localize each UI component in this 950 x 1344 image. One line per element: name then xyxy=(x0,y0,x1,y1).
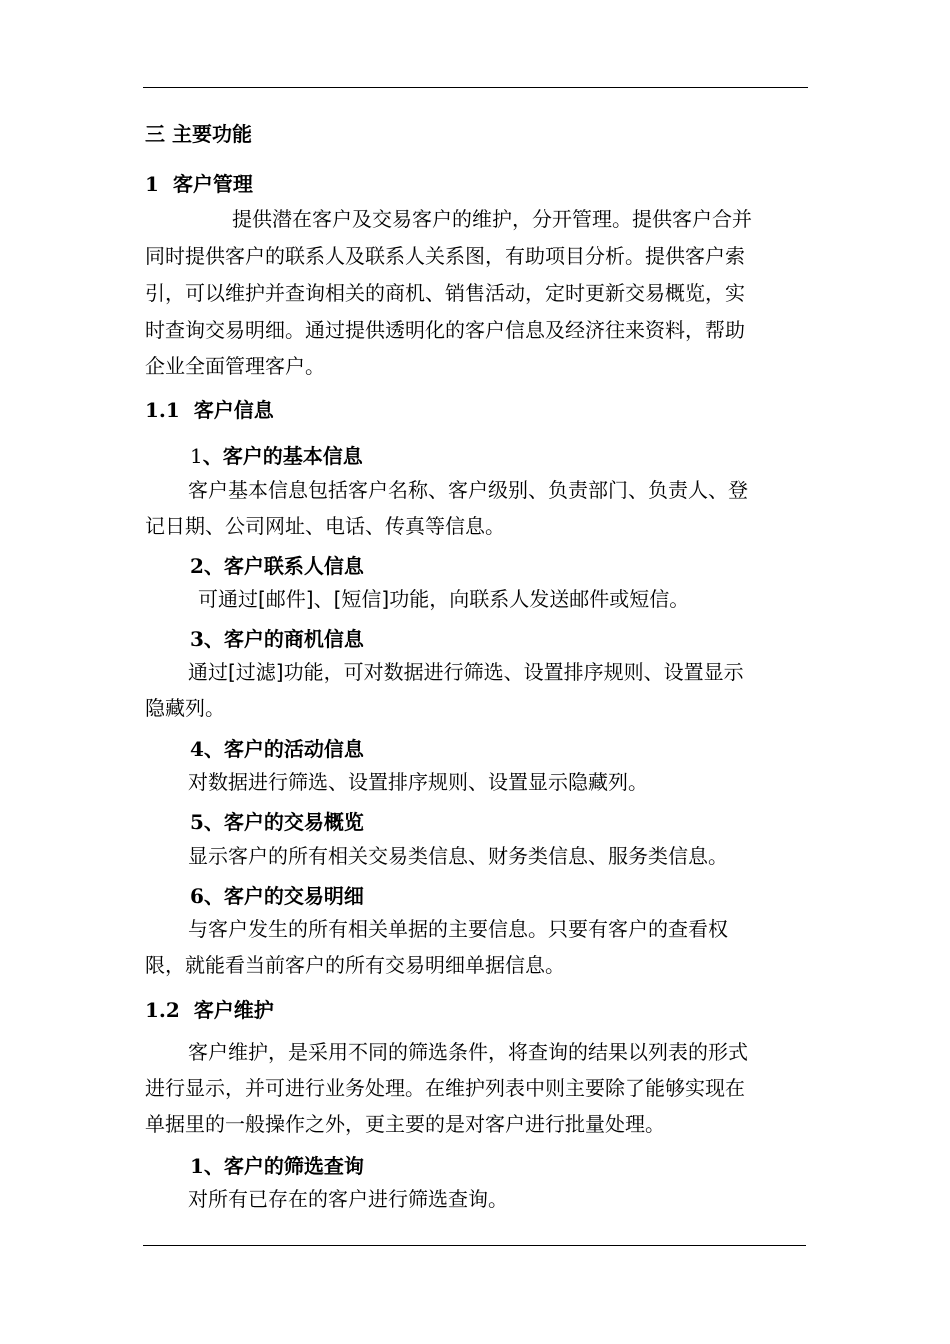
item-title: 、客户的交易明细 xyxy=(203,884,364,908)
item-title: 、客户的筛选查询 xyxy=(203,1154,364,1178)
item-title: 、客户的活动信息 xyxy=(203,737,364,761)
info-item-5-title xyxy=(190,806,364,835)
info-item-3-title xyxy=(190,623,364,652)
info-item-3-line-2: 隐藏列。 xyxy=(145,696,225,720)
item-number: 3 xyxy=(190,627,204,651)
intro-line-1: 提供潜在客户及交易客户的维护，分开管理。提供客户合并 xyxy=(232,207,752,231)
heading-customer-maintenance xyxy=(145,994,274,1023)
item-title: 、客户的商机信息 xyxy=(203,627,364,651)
info-item-5-line-1: 显示客户的所有相关交易类信息、财务类信息、服务类信息。 xyxy=(188,844,728,868)
maint-item-1-text: 对所有已存在的客户进行筛选查询。 xyxy=(188,1187,508,1211)
intro-line-5: 企业全面管理客户。 xyxy=(145,354,325,378)
info-item-6-line-1: 与客户发生的所有相关单据的主要信息。只要有客户的查看权 xyxy=(188,917,728,941)
heading-number: 1 xyxy=(145,172,159,196)
item-number: 2 xyxy=(190,554,204,578)
heading-number: 1.2 xyxy=(145,998,180,1022)
item-title: 、客户的交易概览 xyxy=(203,810,364,834)
info-item-4-line-1: 对数据进行筛选、设置排序规则、设置显示隐藏列。 xyxy=(188,770,648,794)
header-rule xyxy=(143,87,808,88)
item-number: 1 xyxy=(190,444,203,468)
item-number: 5 xyxy=(190,810,204,834)
info-item-2-line-1: 可通过[邮件]、[短信]功能，向联系人发送邮件或短信。 xyxy=(198,587,690,611)
heading-text: 客户维护 xyxy=(193,998,274,1022)
item-number: 4 xyxy=(190,737,204,761)
info-item-6-title xyxy=(190,880,364,909)
item-number: 6 xyxy=(190,884,204,908)
maint-line-1: 客户维护，是采用不同的筛选条件，将查询的结果以列表的形式 xyxy=(188,1040,748,1064)
section-title: 三 主要功能 xyxy=(145,122,252,146)
intro-line-4: 时查询交易明细。通过提供透明化的客户信息及经济往来资料，帮助 xyxy=(145,318,745,342)
intro-line-2: 同时提供客户的联系人及联系人关系图，有助项目分析。提供客户索 xyxy=(145,244,745,268)
info-item-1-title xyxy=(190,440,363,469)
item-title: 、客户的基本信息 xyxy=(202,444,363,468)
info-item-1-line-2: 记日期、公司网址、电话、传真等信息。 xyxy=(145,514,505,538)
heading-customer-management xyxy=(145,168,253,197)
heading-customer-info xyxy=(145,394,274,423)
info-item-4-title xyxy=(190,733,364,762)
heading-text: 客户管理 xyxy=(172,172,253,196)
info-item-3-line-1: 通过[过滤]功能，可对数据进行筛选、设置排序规则、设置显示 xyxy=(188,660,744,684)
info-item-6-line-2: 限，就能看当前客户的所有交易明细单据信息。 xyxy=(145,953,565,977)
info-item-2-title xyxy=(190,550,364,579)
intro-line-3: 引，可以维护并查询相关的商机、销售活动，定时更新交易概览，实 xyxy=(145,281,745,305)
item-number: 1 xyxy=(190,1154,204,1178)
item-title: 、客户联系人信息 xyxy=(203,554,364,578)
heading-text: 客户信息 xyxy=(193,398,274,422)
heading-number: 1.1 xyxy=(145,398,180,422)
info-item-1-line-1: 客户基本信息包括客户名称、客户级别、负责部门、负责人、登 xyxy=(188,478,748,502)
maint-line-2: 进行显示，并可进行业务处理。在维护列表中则主要除了能够实现在 xyxy=(145,1076,745,1100)
maint-line-3: 单据里的一般操作之外，更主要的是对客户进行批量处理。 xyxy=(145,1112,665,1136)
footer-rule xyxy=(143,1245,806,1246)
maint-item-1-title xyxy=(190,1150,364,1179)
